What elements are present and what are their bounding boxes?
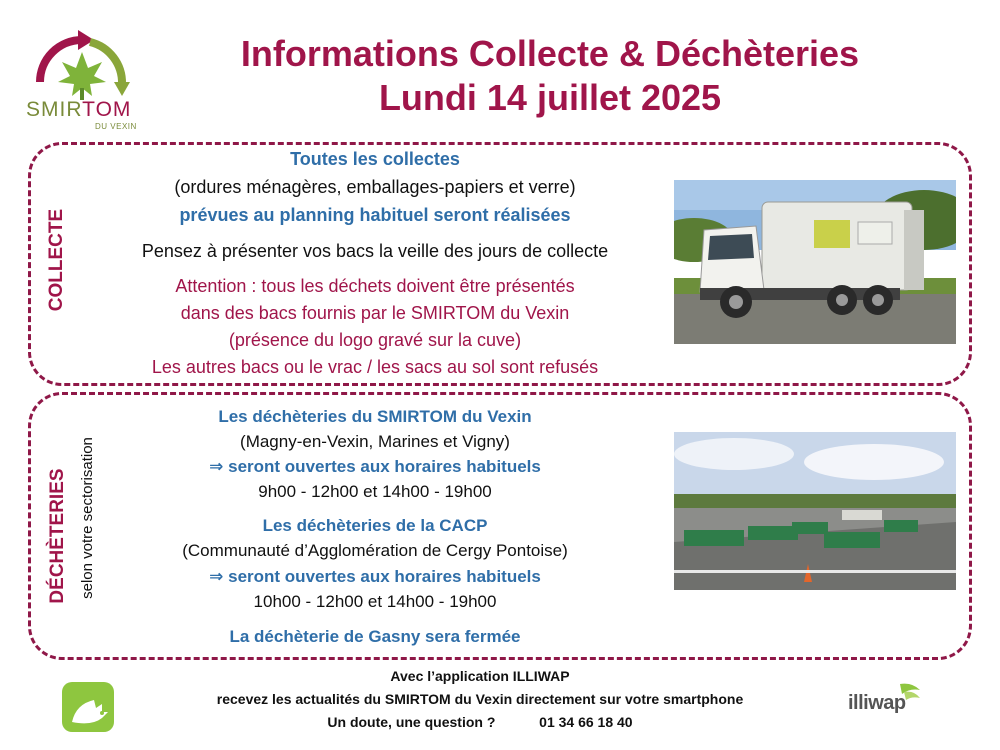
- dech-line-3: ⇒ seront ouvertes aux horaires habituels: [209, 457, 541, 476]
- decheteries-sublabel: selon votre sectorisation: [79, 437, 96, 599]
- dech-line-4: 9h00 - 12h00 et 14h00 - 19h00: [258, 482, 492, 501]
- collecte-label: COLLECTE: [46, 208, 67, 312]
- page-date: Lundi 14 juillet 2025: [378, 77, 722, 118]
- collecte-line-4: Pensez à présenter vos bacs la veille des jours de collecte: [141, 241, 609, 261]
- dech-line-2: (Magny-en-Vexin, Marines et Vigny): [240, 432, 510, 451]
- collecte-line-5: Attention : tous les déchets doivent être présentés: [175, 276, 575, 296]
- dech-line-5: Les déchèteries de la CACP: [262, 516, 488, 535]
- logo-subtitle: DU VEXIN: [95, 122, 137, 131]
- footer-app-line: Avec l’application ILLIWAP: [390, 668, 570, 684]
- footer-question: Un doute, une question ?: [327, 714, 496, 730]
- dech-line-6: (Communauté d’Agglomération de Cergy Pontoise): [182, 541, 568, 560]
- logo-prefix: SMIR: [26, 98, 83, 121]
- logo-wordmark: [26, 98, 131, 122]
- collecte-line-7: (présence du logo gravé sur la cuve): [228, 330, 522, 350]
- collecte-line-8: Les autres bacs ou le vrac / les sacs au sol sont refusés: [151, 357, 599, 377]
- illiwap-app-icon[interactable]: [62, 682, 114, 732]
- dech-line-9: La déchèterie de Gasny sera fermée: [229, 627, 521, 646]
- footer-contact-line: [160, 714, 800, 730]
- footer-phone[interactable]: 01 34 66 18 40: [539, 714, 633, 730]
- decheterie-photo: [674, 432, 956, 590]
- garbage-truck-photo: [674, 180, 956, 344]
- illiwap-wordmark: illiwap: [848, 692, 906, 714]
- dech-line-8: 10h00 - 12h00 et 14h00 - 19h00: [253, 592, 497, 611]
- collecte-line-3: prévues au planning habituel seront réalisées: [179, 205, 571, 225]
- illiwap-logo: [848, 680, 926, 724]
- dech-line-1: Les déchèteries du SMIRTOM du Vexin: [218, 407, 532, 426]
- collecte-line-2: (ordures ménagères, emballages-papiers et verre): [174, 177, 576, 197]
- decheteries-label: DÉCHÈTERIES: [47, 468, 68, 604]
- logo-suffix: TOM: [82, 98, 132, 121]
- footer-info-line: recevez les actualités du SMIRTOM du Vexin directement sur votre smartphone: [216, 691, 744, 707]
- collecte-line-1: Toutes les collectes: [290, 149, 460, 169]
- dech-line-7: ⇒ seront ouvertes aux horaires habituels: [209, 567, 541, 586]
- collecte-line-6: dans des bacs fournis par le SMIRTOM du Vexin: [180, 303, 570, 323]
- page-title: Informations Collecte & Déchèteries: [240, 33, 860, 74]
